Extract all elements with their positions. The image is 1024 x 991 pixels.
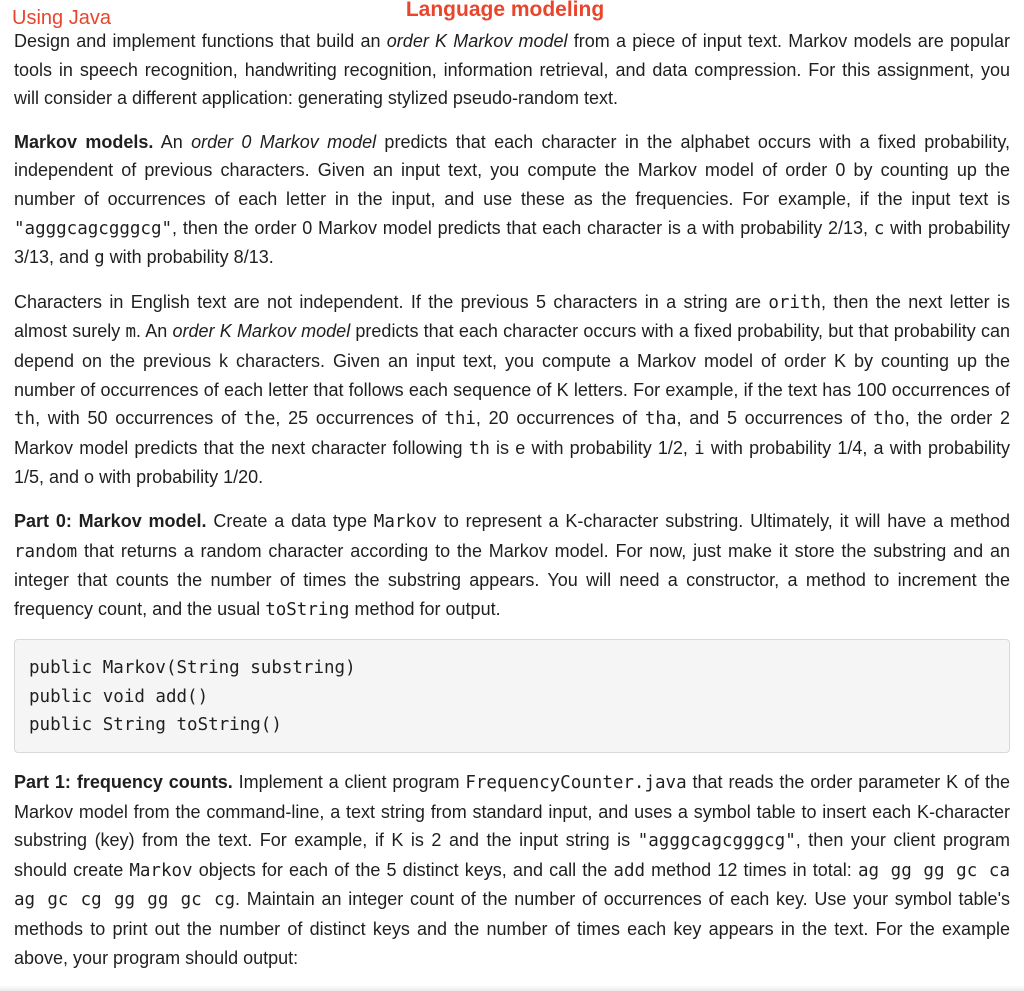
part1-paragraph: Part 1: frequency counts. Implement a client program FrequencyCounter.java that reads the order parameter K of the Markov model from the command-line, a text string from standard input, and uses a symbol table to insert each K-character substring (key) from the text. For example, if K is 2 and the input string is "agggcagcgggcg", then your client program should create Markov objects for each of the 5 distinct keys, and call the add method 12 times in total: ag gg gg gc ca ag gc cg gg gg gc cg. Maintain an integer count of the number of occurrences of each key. Use your symbol table's methods to print out the number of distinct keys and the number of times each key appears in the text. For the example above, your program should output:	[14, 772, 1011, 968]
intro-paragraph: Design and implement functions that build an order K Markov model from a piece of input text. Markov models are popular tools in speech recognition, handwriting recognition, information retrieval, and data compression. For this assignment, you will consider a different application: generating stylized pseudo-random text.	[14, 31, 1010, 109]
code-line: public void add()	[29, 686, 209, 707]
section-heading: Part 1: frequency counts.	[14, 772, 233, 793]
code-block	[14, 639, 1010, 753]
section-heading: Part 0: Markov model.	[14, 510, 207, 531]
bottom-edge	[0, 985, 1024, 991]
dependence-paragraph: Characters in English text are not independent. If the previous 5 characters in a string are orith, then the next letter is almost surely m. An order K Markov model predicts that each character occurs with a fixed probability, but that probability can depend on the previous k characters. Given an input text, you compute a Markov model of order K by counting up the number of occurrences of each letter that follows each sequence of K letters. For example, if the text has 100 occurrences of th, with 50 occurrences of the, 25 occurrences of thi, 20 occurrences of tha, and 5 occurrences of tho, the order 2 Markov model predicts that the next character following th is e with probability 1/2, i with probability 1/4, a with probability 1/5, and o with probability 1/20.	[14, 291, 1010, 488]
document-body	[14, 27, 1010, 987]
overlay-label: Using Java	[12, 7, 111, 29]
markov-models-paragraph: Markov models. An order 0 Markov model predicts that each character in the alphabet occurs with a fixed probability, independent of previous characters. Given an input text, you compute the Markov model of order 0 by counting up the number of occurrences of each letter in the input, and use these as the frequencies. For example, if the input text is "agggcagcgggcg", then the order 0 Markov model predicts that each character is a with probability 2/13, c with probability 3/13, and g with probability 8/13.	[14, 131, 1011, 269]
section-heading: Markov models.	[14, 131, 154, 152]
page-title: Language modeling	[405, 0, 605, 21]
code-line: public String toString()	[29, 715, 282, 736]
code-line: public Markov(String substring)	[29, 658, 356, 679]
part0-paragraph: Part 0: Markov model. Create a data type Markov to represent a K-character substring. Ultimately, it will have a method random that returns a random character according to the Markov model. For now, just make it store the substring and an integer that counts the number of times the substring appears. You will need a constructor, a method to increment the frequency count, and the usual toString method for output.	[14, 510, 1010, 620]
